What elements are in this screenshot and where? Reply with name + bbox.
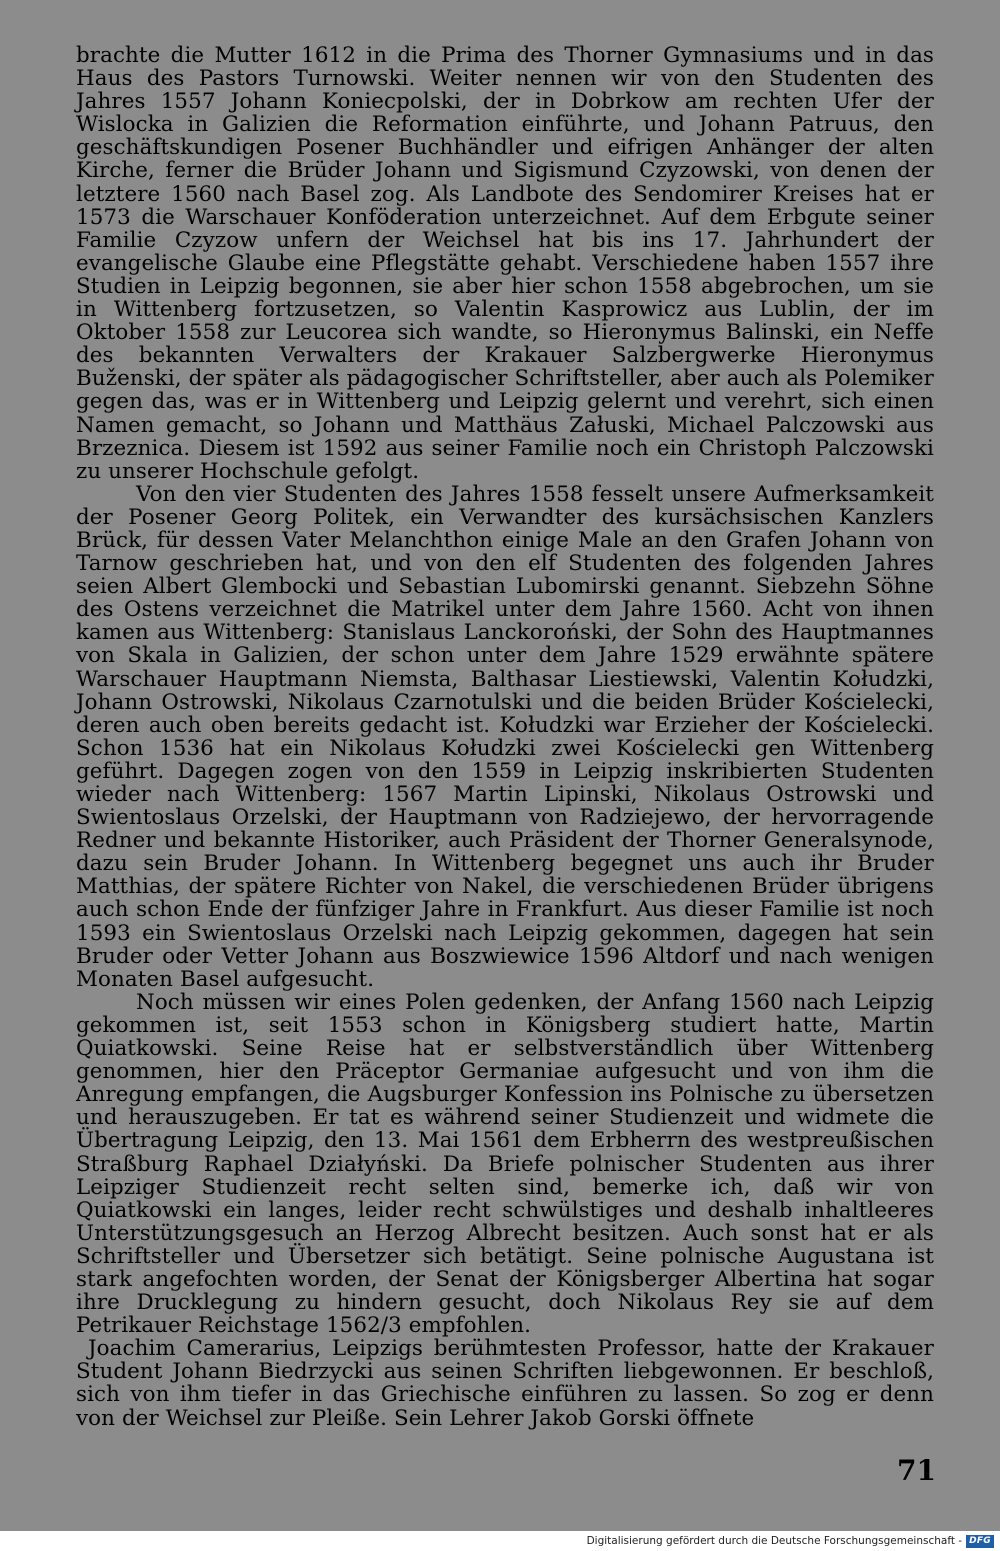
paragraph-1: brachte die Mutter 1612 in die Prima des Thorner Gymnasiums und in das Haus des Pastors Turnowski. Weiter nennen wir von den Studenten des Jahres 1557 Johann Koniecpolski, der in Dobrkow am rechten Ufer der Wislocka in Galizien die Reformation einführte, und Johann Patruus, den geschäftskundigen Posener Buchhändler und eifrigen Anhänger der alten Kirche, ferner die Brüder Johann und Sigismund Czyzowski, von denen der letztere 1560 nach Basel zog. Als Landbote des Sendomirer Kreises hat er 1573 die Warschauer Konföderation unterzeichnet. Auf dem Erbgute seiner Familie Czyzow unfern der Weichsel hat bis ins 17. Jahrhundert der evangelische Glaube eine Pflegstätte gehabt. Verschiedene haben 1557 ihre Studien in Leipzig begonnen, sie aber hier schon 1558 abgebrochen, um sie in Wittenberg fortzusetzen, so Valentin Kasprowicz aus Lublin, der im Oktober 1558 zur Leucorea sich wandte, so Hieronymus Balinski, ein Neffe des bekannten Verwalters der Krakauer Salzbergwerke Hieronymus Buženski, der später als pädagogischer Schriftsteller, aber auch als Polemiker gegen das, was er in Wittenberg und Leipzig gelernt und verehrt, sich einen Namen gemacht, so Johann und Matthäus Załuski, Michael Palczowski aus Brzeznica. Diesem ist 1592 aus seiner Familie noch ein Christoph Palczowski zu unserer Hochschule gefolgt. xyxy=(76,43,934,484)
footer-credit: Digitalisierung gefördert durch die Deutsche Forschungsgemeinschaft - xyxy=(586,1535,963,1547)
page-number: 71 xyxy=(897,1454,936,1487)
paragraph-2: Von den vier Studenten des Jahres 1558 fesselt unsere Aufmerksamkeit der Posener Georg Politek, ein Verwandter des kursächsischen Kanzlers Brück, für dessen Vater Melanchthon einige Male an den Grafen Johann von Tarnow geschrieben hat, und von den elf Studenten des folgenden Jahres seien Albert Glembocki und Sebastian Lubomirski genannt. Siebzehn Söhne des Ostens verzeichnet die Matrikel unter dem Jahre 1560. Acht von ihnen kamen aus Wittenberg: Stanislaus Lanckoroński, der Sohn des Hauptmannes von Skala in Galizien, der schon unter dem Jahre 1529 erwähnte spätere Warschauer Hauptmann Niemsta, Balthasar Liestiewski, Valentin Kołudzki, Johann Ostrowski, Nikolaus Czarnotulski und die beiden Brüder Kościelecki, deren auch oben bereits gedacht ist. Kołudzki war Erzieher der Kościelecki. Schon 1536 hat ein Nikolaus Kołudzki zwei Kościelecki gen Wittenberg geführt. Dagegen zogen von den 1559 in Leipzig inskribierten Studenten wieder nach Wittenberg: 1567 Martin Lipinski, Nikolaus Ostrowski und Swientoslaus Orzelski, der Hauptmann von Radziejewo, der hervorragende Redner und bekannte Historiker, auch Präsident der Thorner Generalsynode, dazu sein Bruder Johann. In Wittenberg begegnet uns auch ihr Bruder Matthias, der spätere Richter von Nakel, die verschiedenen Brüder übrigens auch schon Ende der fünfziger Jahre in Frankfurt. Aus dieser Familie ist noch 1593 ein Swientoslaus Orzelski nach Leipzig gekommen, dagegen hat sein Bruder oder Vetter Johann aus Boszwiewice 1596 Altdorf und nach wenigen Monaten Basel aufgesucht. xyxy=(76,481,934,992)
dfg-logo-icon: DFG xyxy=(966,1535,994,1548)
paragraph-3: Noch müssen wir eines Polen gedenken, der Anfang 1560 nach Leipzig gekommen ist, seit 1553 schon in Königsberg studiert hatte, Martin Quiatkowski. Seine Reise hat er selbstverständlich über Wittenberg genommen, hier den Präceptor Germaniae aufgesucht und von ihm die Anregung empfangen, die Augsburger Konfession ins Polnische zu übersetzen und herauszugeben. Er tat es während seiner Studienzeit und widmete die Übertragung Leipzig, den 13. Mai 1561 dem Erbherrn des westpreußischen Straßburg Raphael Działyński. Da Briefe polnischer Studenten aus ihrer Leipziger Studienzeit recht selten sind, bemerke ich, daß wir von Quiatkowski ein langes, leider recht schwülstiges und deshalb inhaltleeres Unterstützungsgesuch an Herzog Albrecht besitzen. Auch sonst hat er als Schriftsteller und Übersetzer sich betätigt. Seine polnische Augustana ist stark angefochten worden, der Senat der Königsberger Albertina hat sogar ihre Drucklegung zu hindern gesucht, doch Nikolaus Rey sie auf dem Petrikauer Reichstage 1562/3 empfohlen. xyxy=(76,989,934,1339)
page-body xyxy=(76,44,934,1430)
paragraph-4: Joachim Camerarius, Leipzigs berühmtesten Professor, hatte der Krakauer Student Johann Biedrzycki aus seinen Schriften liebgewonnen. Er beschloß, sich von ihm tiefer in das Griechische einführen zu lassen. So zog er denn von der Weichsel zur Pleiße. Sein Lehrer Jakob Gorski öffnete xyxy=(76,1336,934,1431)
footer-bar xyxy=(0,1531,1000,1551)
